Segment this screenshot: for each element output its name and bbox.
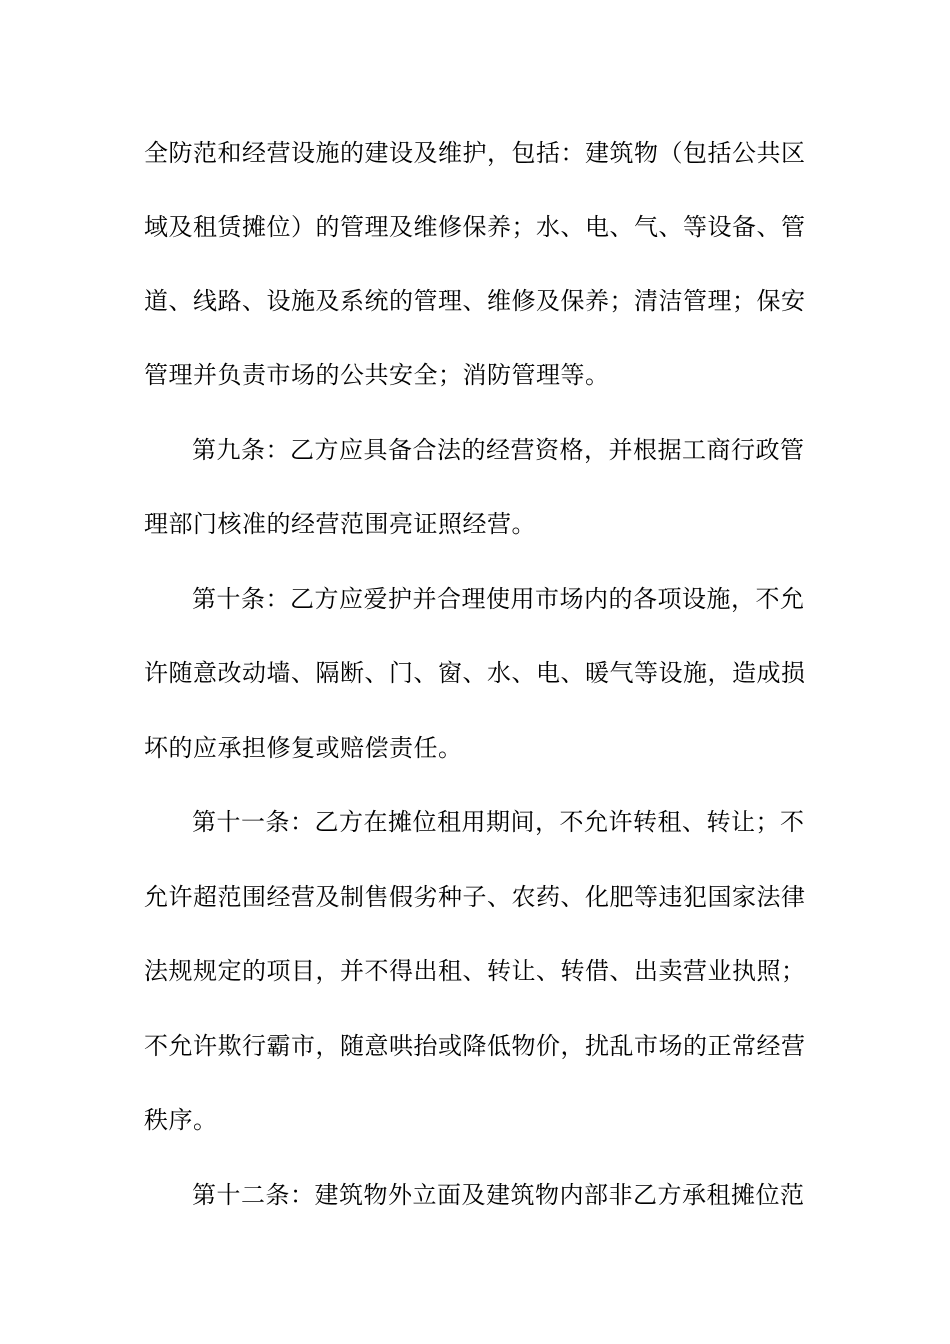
article-12-heading-line: 第十二条：建筑物外立面及建筑物内部非乙方承租摊位范 <box>192 1181 805 1209</box>
text-line: 道、线路、设施及系统的管理、维修及保养；清洁管理；保安 <box>144 287 806 315</box>
text-line: 全防范和经营设施的建设及维护，包括：建筑物（包括公共区 <box>144 139 806 167</box>
article-11-heading-line: 第十一条：乙方在摊位租用期间，不允许转租、转让；不 <box>192 808 805 836</box>
text-line: 允许超范围经营及制售假劣种子、农药、化肥等违犯国家法律 <box>144 883 806 911</box>
text-line: 不允许欺行霸市，随意哄抬或降低物价，扰乱市场的正常经营 <box>144 1032 806 1060</box>
text-line: 许随意改动墙、隔断、门、窗、水、电、暖气等设施，造成损 <box>144 659 806 687</box>
text-line: 域及租赁摊位）的管理及维修保养；水、电、气、等设备、管 <box>144 213 806 241</box>
text-line: 管理并负责市场的公共安全；消防管理等。 <box>144 361 610 389</box>
article-10-heading-line: 第十条：乙方应爱护并合理使用市场内的各项设施，不允 <box>192 585 805 613</box>
text-line: 法规规定的项目，并不得出租、转让、转借、出卖营业执照； <box>144 957 806 985</box>
article-9-heading-line: 第九条：乙方应具备合法的经营资格，并根据工商行政管 <box>192 436 805 464</box>
text-line: 理部门核准的经营范围亮证照经营。 <box>144 510 536 538</box>
text-line: 坏的应承担修复或赔偿责任。 <box>144 734 463 762</box>
text-line: 秩序。 <box>144 1106 218 1134</box>
